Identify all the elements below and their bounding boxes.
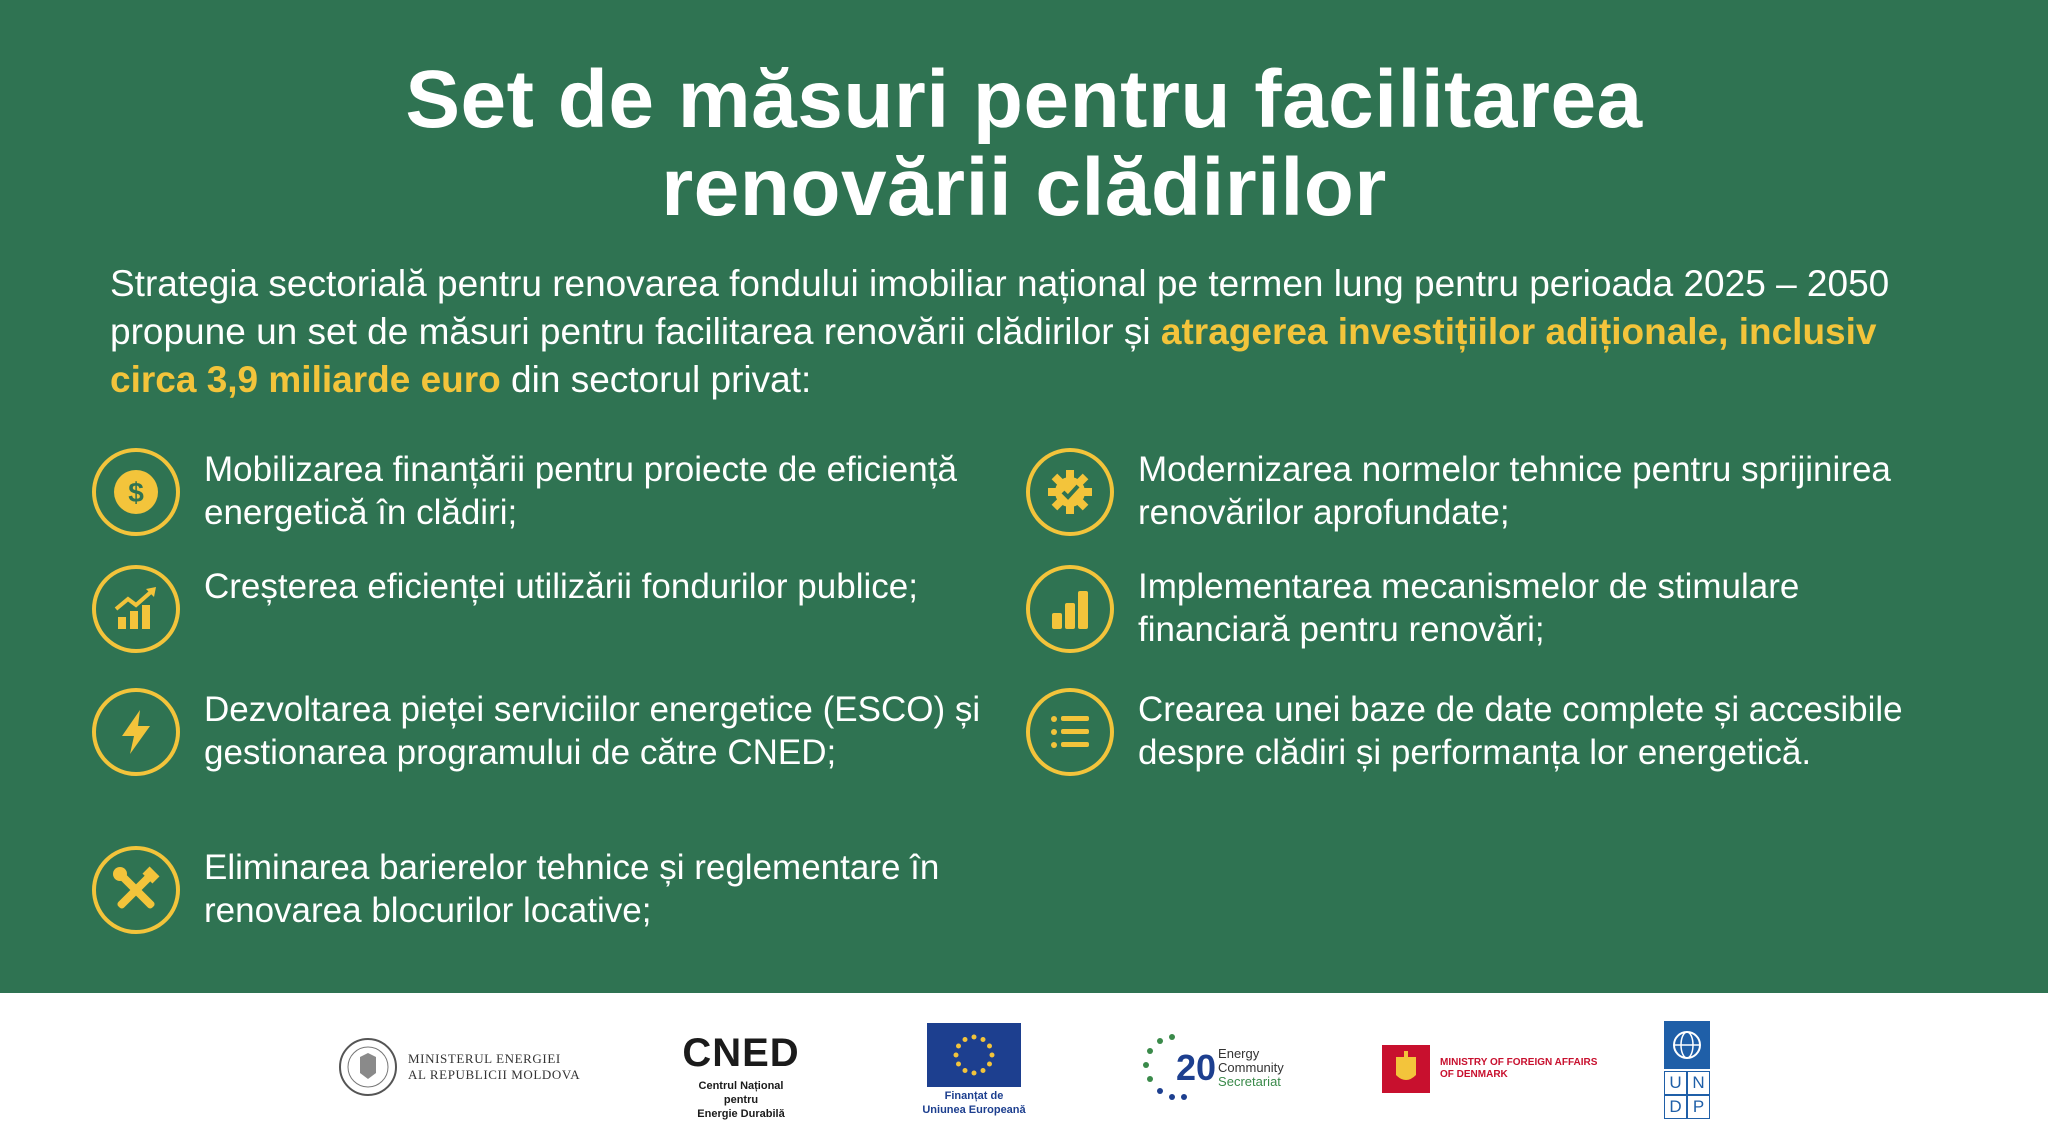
measure-text: Implementarea mecanismelor de stimulare financiară pentru renovări; (1138, 567, 1800, 649)
lightning-icon (92, 688, 180, 776)
denmark-line-2: OF DENMARK (1440, 1069, 1508, 1080)
eu-line-2: Uniunea Europeană (922, 1104, 1026, 1116)
measure-text: Dezvoltarea pieței serviciilor energetice (ESCO) și gestionarea programului de către CNED; (204, 690, 981, 772)
ministry-seal-icon (338, 1035, 398, 1099)
page-title (0, 56, 2048, 232)
intro-text-a: Strategia sectorială pentru renovarea fondului imobiliar național pe termen lung pentru perioada 2025 – 2050 propune un set de măsuri pentru facilitarea renovării clădirilor și (110, 263, 1890, 352)
measure-item (1026, 448, 1926, 536)
tools-icon (92, 846, 180, 934)
cned-line-2: Energie Durabilă (697, 1108, 785, 1120)
denmark-crest-icon (1382, 1045, 1430, 1093)
undp-logo (1664, 1021, 1710, 1119)
growth-chart-icon (92, 565, 180, 653)
eu-flag-icon (927, 1023, 1021, 1087)
bar-chart-icon (1026, 565, 1114, 653)
eu-logo (918, 1023, 1030, 1117)
measure-item (92, 448, 992, 536)
undp-letters (1664, 1071, 1710, 1119)
intro-paragraph (110, 260, 1950, 404)
denmark-line-1: MINISTRY OF FOREIGN AFFAIRS (1440, 1057, 1598, 1068)
undp-globe-icon (1664, 1021, 1710, 1069)
cned-logo (680, 1033, 802, 1121)
measure-text: Creșterea eficienței utilizării fondurilor publice; (204, 567, 918, 606)
intro-highlight: atragerea investițiilor adiționale, inclusiv circa 3,9 miliarde euro (110, 311, 1877, 400)
list-icon (1026, 688, 1114, 776)
gear-check-icon (1026, 448, 1114, 536)
denmark-logo (1382, 1045, 1597, 1093)
measure-item (92, 846, 992, 934)
energy-community-number: 20 (1176, 1047, 1217, 1088)
measure-item (1026, 688, 1926, 776)
energy-community-logo (1140, 1031, 1284, 1105)
ministry-logo (338, 1035, 580, 1099)
measure-item (92, 688, 992, 776)
ministry-line-2: AL REPUBLICII MOLDOVA (408, 1067, 581, 1082)
measure-text: Crearea unei baze de date complete și accesibile despre clădiri și performanța lor energetică. (1138, 690, 1903, 772)
title-line-1: Set de măsuri pentru facilitarea (405, 54, 1643, 145)
undp-letter: P (1687, 1095, 1710, 1119)
cned-line-1: Centrul Național pentru (698, 1080, 784, 1106)
energy-community-line-2: Community (1218, 1060, 1284, 1075)
cned-mark: CNED (682, 1031, 800, 1075)
ministry-line-1: MINISTERUL ENERGIEI (408, 1051, 561, 1066)
measure-item (1026, 565, 1926, 653)
footer-logos (0, 993, 2048, 1144)
energy-community-line-1: Energy (1218, 1046, 1260, 1061)
measure-text: Mobilizarea finanțării pentru proiecte de eficiență energetică în clădiri; (204, 450, 957, 532)
svg-text:$: $ (128, 477, 144, 508)
measure-text: Modernizarea normelor tehnice pentru sprijinirea renovărilor aprofundate; (1138, 450, 1891, 532)
intro-text-b: din sectorul privat: (500, 359, 812, 400)
undp-letter: N (1687, 1071, 1710, 1095)
eu-line-1: Finanțat de (944, 1090, 1004, 1102)
undp-letter: D (1664, 1095, 1687, 1119)
measure-text: Eliminarea barierelor tehnice și reglementare în renovarea blocurilor locative; (204, 848, 940, 930)
undp-letter: U (1664, 1071, 1687, 1095)
dollar-coin-icon (92, 448, 180, 536)
energy-community-line-3: Secretariat (1218, 1074, 1281, 1089)
title-line-2: renovării clădirilor (661, 142, 1387, 233)
measure-item (92, 565, 992, 653)
